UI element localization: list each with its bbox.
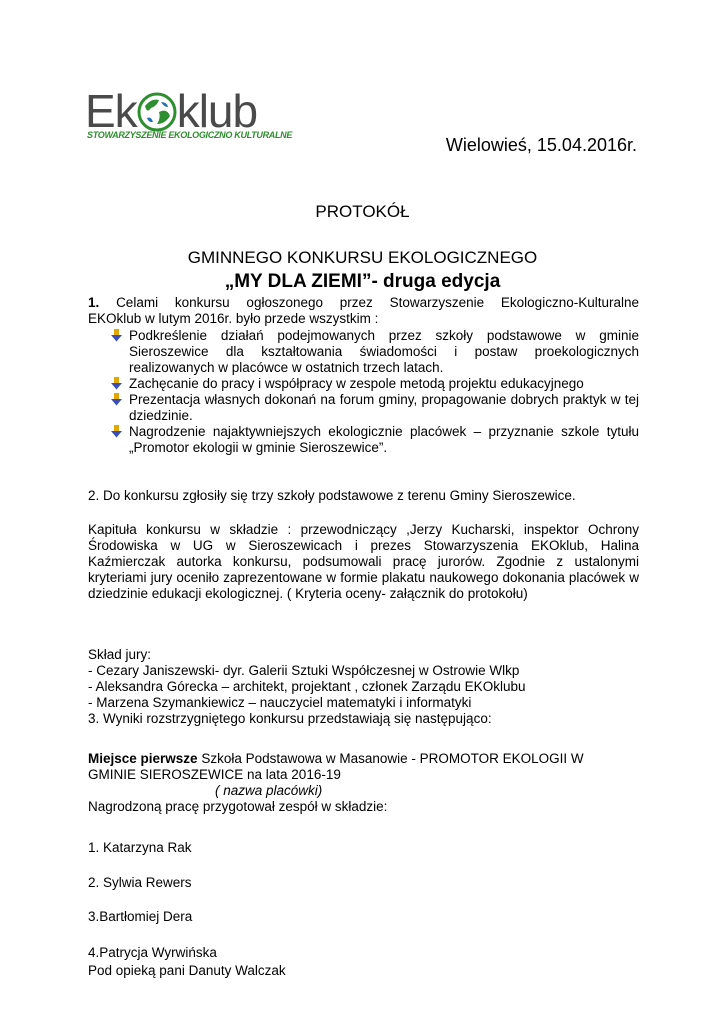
globe-icon (137, 92, 177, 132)
section-1-intro-line-2: EKOklub w lutym 2016r. było przede wszystkim : (88, 311, 379, 326)
team-intro: Nagrodzoną pracę przygotował zespół w składzie: (88, 799, 388, 814)
section-1-intro (88, 295, 639, 327)
goal-text: Zachęcanie do pracy i współpracy w zespole metodą projektu edukacyjnego (129, 376, 584, 391)
first-place-line-2: GMINIE SIEROSZEWICE na lata 2016-19 (88, 767, 341, 782)
section-2-text: 2. Do konkursu zgłosiły się trzy szkoły podstawowe z terenu Gminy Sieroszewice. (88, 488, 576, 503)
logo-subtitle: STOWARZYSZENIE EKOLOGICZNO KULTURALNE (87, 130, 293, 140)
arrow-bullet-icon (110, 393, 123, 406)
jury-section (88, 647, 639, 727)
first-place-school: Szkoła Podstawowa w Masanowie - PROMOTOR EKOLOGII W (197, 751, 584, 766)
arrow-bullet-icon (110, 329, 123, 342)
goals-list (110, 328, 639, 456)
team-member: 3.Bartłomiej Dera (88, 909, 193, 924)
list-item (110, 376, 639, 392)
edition-title: „MY DLA ZIEMI”- druga edycja (224, 271, 501, 292)
place-date: Wielowieś, 15.04.2016r. (445, 135, 637, 155)
contest-title: GMINNEGO KONKURSU EKOLOGICZNEGO (187, 248, 538, 267)
logo-word-left: Ek (85, 85, 137, 137)
jury-member: - Marzena Szymankiewicz – nauczyciel matematyki i informatyki (88, 695, 472, 710)
list-item (110, 424, 639, 456)
jury-member: - Cezary Janiszewski- dyr. Galerii Sztuki Współczesnej w Ostrowie Wlkp (88, 663, 520, 678)
jury-heading: Skład jury: (88, 647, 152, 662)
first-place-label: Miejsce pierwsze (88, 751, 198, 766)
section-1-number: 1. (88, 295, 100, 310)
section-2 (88, 488, 639, 504)
section-1-intro-text-1: Celami konkursu ogłoszonego przez Stowarzyszenie Ekologiczno-Kulturalne (116, 295, 639, 310)
team-member: 4.Patrycja Wyrwińska (88, 945, 217, 960)
results-intro: 3. Wyniki rozstrzygniętego konkursu przedstawiają się następująco: (88, 711, 492, 726)
arrow-bullet-icon (110, 377, 123, 390)
first-place-section (88, 751, 639, 815)
first-place-line-1 (88, 751, 639, 767)
team-member: 1. Katarzyna Rak (88, 840, 192, 855)
jury-member: - Aleksandra Górecka – architekt, projektant , członek Zarządu EKOklubu (88, 679, 526, 694)
committee-text: Kapituła konkursu w składzie : przewodniczący ,Jerzy Kucharski, inspektor Ochrony Środowiska w UG w Sieroszewicach i prezes Stowarzyszenia EKOklub, Halina Kaźmierczak autorka konkursu, podsumowali pracę jurorów. Zgodnie z ustalonymi kryteriami jury oceniło zaprezentowane w formie plakatu naukowego dokonania placówek w dziedzinie edukacji ekologicznej. ( Kryteria oceny- załącznik do protokołu) (88, 522, 639, 601)
goal-text: Prezentacja własnych dokonań na forum gminy, propagowanie dobrych praktyk w tej dziedzinie. (129, 392, 639, 423)
school-name-caption: ( nazwa placówki) (215, 783, 323, 798)
logo-word-right: klub (176, 85, 258, 137)
list-item (110, 328, 639, 376)
document-title: PROTOKÓŁ (315, 202, 410, 221)
goal-text: Nagrodzenie najaktywniejszych ekologicznie placówek – przyznanie szkole tytułu „Promotor ekologii w gminie Sieroszewice”. (129, 424, 639, 455)
arrow-bullet-icon (110, 425, 123, 438)
ekoklub-logo (85, 85, 293, 146)
goal-text: Podkreślenie działań podejmowanych przez szkoły podstawowe w gminie Sieroszewice dla kształtowania świadomości i postaw proekologicznych realizowanych w placówce w ostatnich trzech latach. (129, 328, 639, 375)
list-item (110, 392, 639, 424)
committee-paragraph (88, 522, 639, 602)
section-1-intro-line-1 (88, 295, 639, 311)
supervisor: Pod opieką pani Danuty Walczak (88, 963, 286, 978)
logo-wordmark (85, 86, 257, 136)
team-member: 2. Sylwia Rewers (88, 875, 192, 890)
